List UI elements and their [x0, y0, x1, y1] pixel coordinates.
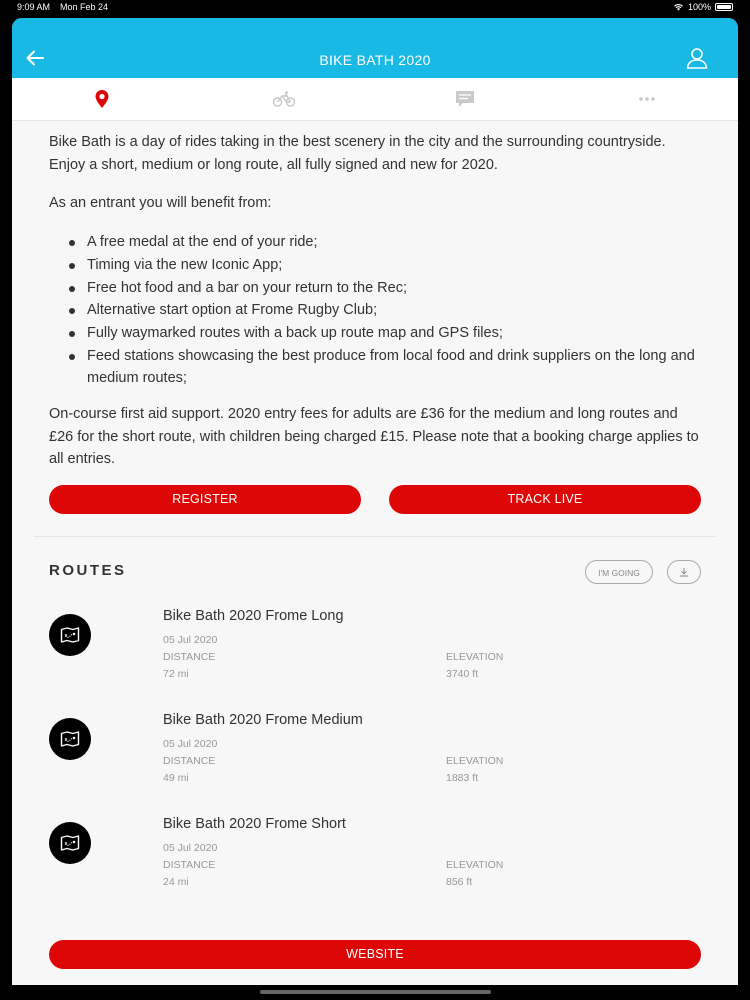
- route-name: Bike Bath 2020 Frome Short: [163, 816, 346, 832]
- distance-value: 72 mi: [163, 668, 189, 680]
- distance-label: DISTANCE: [163, 859, 216, 871]
- tab-location[interactable]: [91, 88, 113, 110]
- action-buttons: [49, 485, 701, 514]
- elevation-label: ELEVATION: [446, 859, 504, 871]
- fees-text: On-course first aid support. 2020 entry fees for adults are £36 for the medium and long routes and £26 for the short route, with children being charged £15. Please note that a booking charge applies to all entries.: [49, 406, 699, 468]
- intro-text: Bike Bath is a day of rides taking in the best scenery in the city and the surrounding countryside. Enjoy a short, medium or long route, all fully signed and new for 2020.: [49, 134, 666, 173]
- home-indicator: [260, 990, 491, 994]
- route-date: 05 Jul 2020: [163, 634, 218, 646]
- route-item[interactable]: [49, 712, 701, 808]
- app-window: [12, 18, 738, 985]
- battery-icon: [715, 3, 733, 11]
- distance-value: 49 mi: [163, 772, 189, 784]
- status-date: Mon Feb 24: [60, 2, 109, 12]
- list-item: A free medal at the end of your ride;: [87, 231, 701, 254]
- register-button[interactable]: REGISTER: [49, 485, 361, 514]
- wifi-icon: [673, 3, 684, 11]
- route-item[interactable]: [49, 608, 701, 704]
- elevation-label: ELEVATION: [446, 755, 504, 767]
- download-icon: [679, 567, 689, 577]
- list-item: Fully waymarked routes with a back up route map and GPS files;: [87, 322, 701, 345]
- status-bar: [0, 0, 750, 18]
- tab-bar: [12, 78, 738, 121]
- route-map-icon: [49, 822, 91, 864]
- list-item: Free hot food and a bar on your return to the Rec;: [87, 277, 701, 300]
- benefits-list: [49, 231, 701, 390]
- download-button[interactable]: [667, 560, 701, 584]
- tab-chat[interactable]: [454, 88, 476, 110]
- website-button[interactable]: WEBSITE: [49, 940, 701, 969]
- list-item: Timing via the new Iconic App;: [87, 254, 701, 277]
- route-map-icon: [49, 718, 91, 760]
- elevation-label: ELEVATION: [446, 651, 504, 663]
- route-name: Bike Bath 2020 Frome Medium: [163, 712, 363, 728]
- list-item: Feed stations showcasing the best produce from local food and drink suppliers on the long and medium routes;: [87, 345, 701, 390]
- list-item: Alternative start option at Frome Rugby Club;: [87, 299, 701, 322]
- distance-label: DISTANCE: [163, 755, 216, 767]
- route-name: Bike Bath 2020 Frome Long: [163, 608, 344, 624]
- profile-button[interactable]: [686, 47, 708, 74]
- event-description: [12, 121, 738, 471]
- route-map-icon: [49, 614, 91, 656]
- status-time: 9:09 AM: [17, 2, 51, 12]
- tab-bike[interactable]: [273, 88, 295, 110]
- im-going-button[interactable]: I'M GOING: [585, 560, 653, 584]
- benefits-intro: As an entrant you will benefit from:: [49, 195, 272, 212]
- track-live-button[interactable]: TRACK LIVE: [389, 485, 701, 514]
- divider: [34, 536, 716, 537]
- route-item[interactable]: [49, 816, 701, 912]
- tab-more[interactable]: [636, 88, 658, 110]
- route-date: 05 Jul 2020: [163, 842, 218, 854]
- map-pin-icon: [94, 89, 110, 109]
- bicycle-icon: [273, 91, 295, 107]
- status-right: [673, 2, 733, 12]
- route-date: 05 Jul 2020: [163, 738, 218, 750]
- routes-heading: ROUTES: [49, 562, 127, 579]
- distance-value: 24 mi: [163, 876, 189, 888]
- battery-percent: 100%: [687, 2, 711, 12]
- distance-label: DISTANCE: [163, 651, 216, 663]
- elevation-value: 3740 ft: [446, 668, 479, 680]
- header-bar: [12, 18, 738, 78]
- more-icon: [638, 96, 656, 102]
- chat-icon: [455, 90, 475, 108]
- user-icon: [686, 47, 708, 69]
- elevation-value: 856 ft: [446, 876, 473, 888]
- page-title: BIKE BATH 2020: [319, 52, 431, 68]
- elevation-value: 1883 ft: [446, 772, 479, 784]
